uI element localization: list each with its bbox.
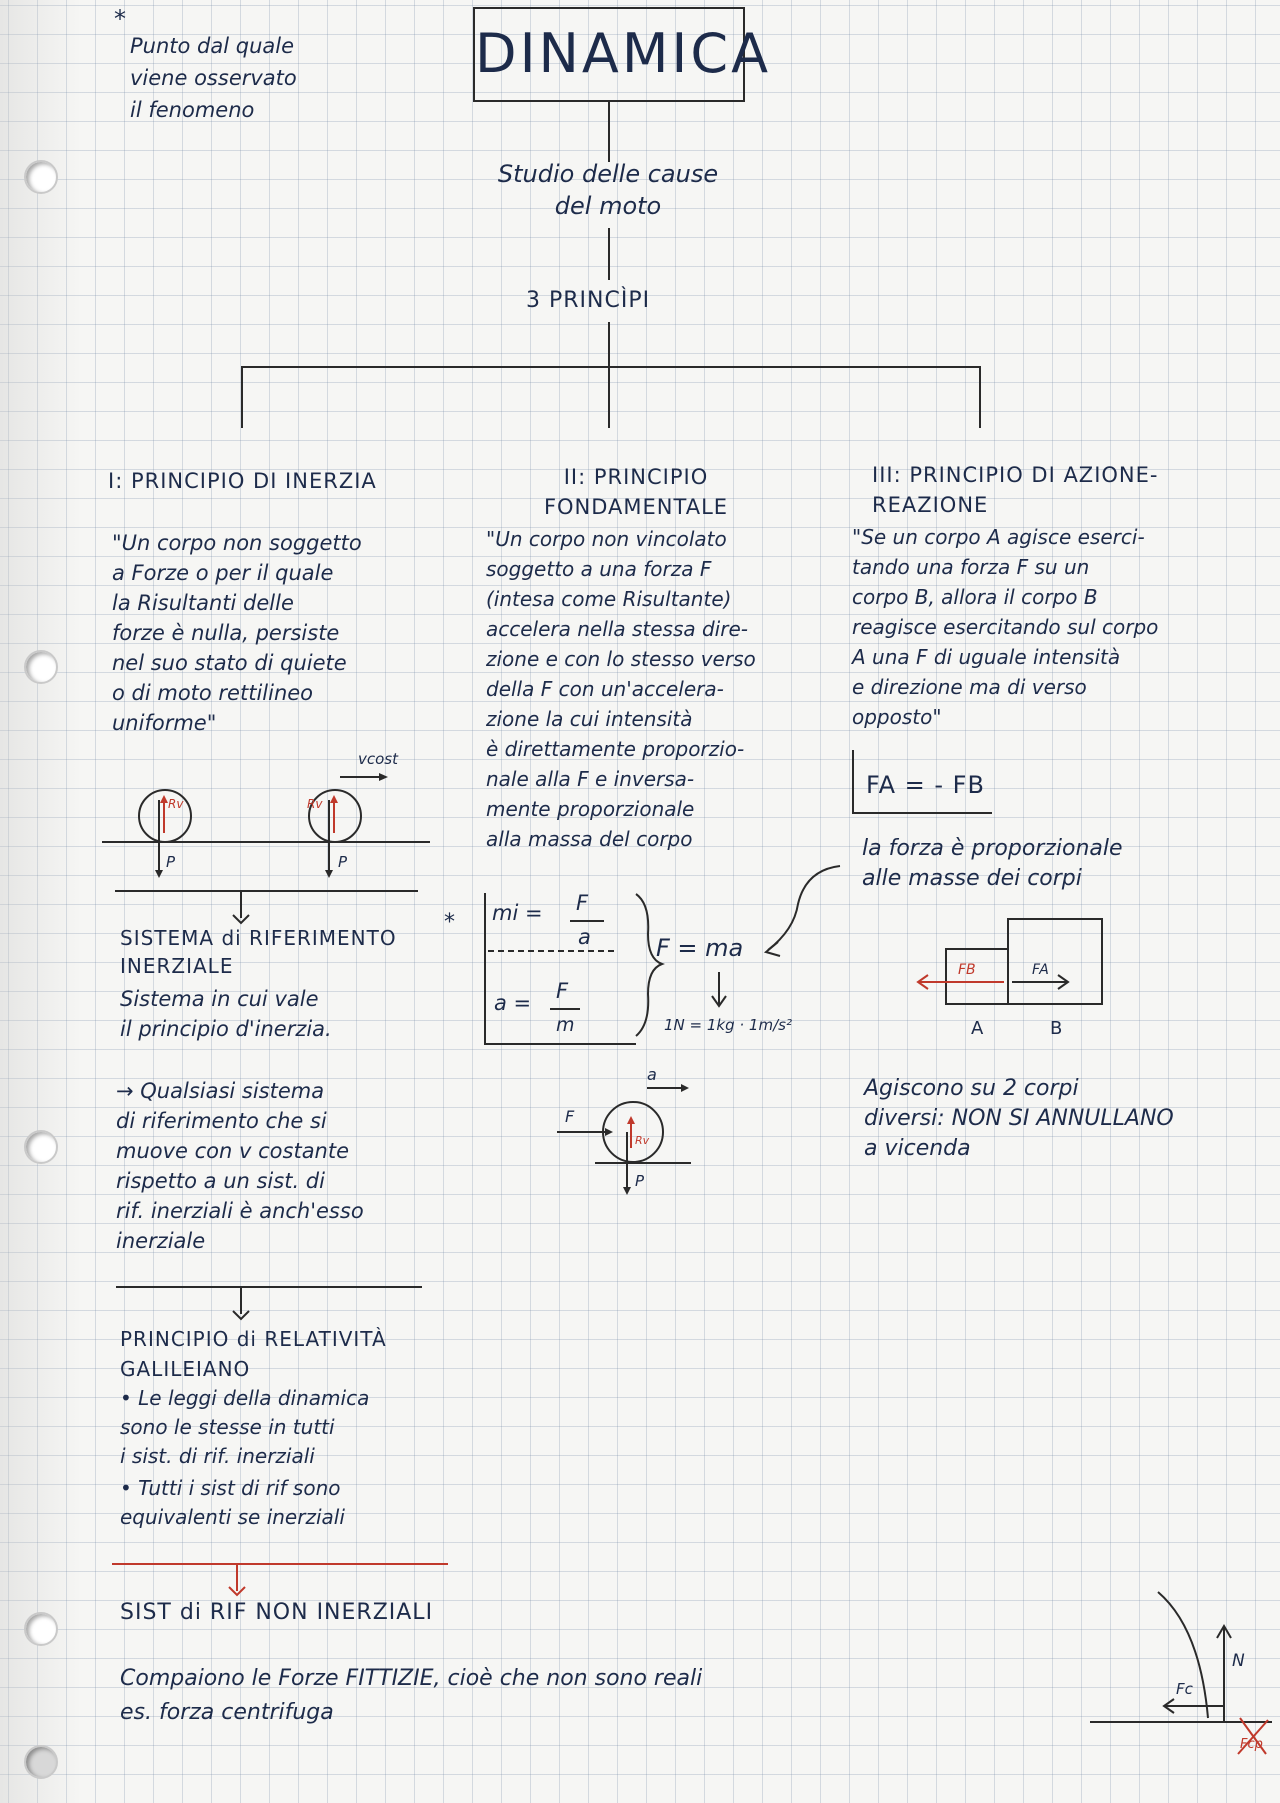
inertial-system-star: * — [444, 910, 455, 935]
principle2-statement: "Un corpo non vincolato soggetto a una forza F (intesa come Risultante) accelera nella stessa dire- zione e con lo stesso verso della F con un'accelera- zione la cui intensità è direttamente proporzio- nale alla F e inversa- mente proporzionale alla massa del corpo — [486, 527, 756, 851]
arrow-head — [330, 795, 338, 803]
three-principles: 3 PRINCÌPI — [526, 288, 651, 313]
acc-den: m — [556, 1014, 575, 1036]
connector — [608, 102, 610, 162]
arrow-head — [681, 1084, 689, 1092]
binder-hole — [24, 1130, 58, 1164]
principle2-heading: II: PRINCIPIO FONDAMENTALE — [543, 465, 729, 519]
fc-label: Fc — [1176, 1680, 1193, 1698]
arrow-head — [623, 1187, 631, 1195]
binder-hole — [24, 160, 58, 194]
arrow-head — [160, 795, 168, 803]
a-label: a — [647, 1065, 657, 1084]
arrow-head — [766, 942, 780, 956]
connector — [979, 366, 981, 428]
newton-unit: 1N = 1kg · 1m/s² — [664, 1016, 792, 1034]
a-label: A — [971, 1018, 984, 1039]
inertial-system-def: Sistema in cui vale il principio d'inerzia. — [120, 987, 332, 1041]
down-arrow — [228, 1586, 246, 1596]
down-arrow — [232, 1310, 250, 1320]
binder-hole — [24, 1745, 58, 1779]
principle1-statement: "Un corpo non soggetto a Forze o per il quale la Risultanti delle forze è nulla, persiste nel suo stato di quiete o di moto rettilineo uniforme" — [112, 531, 362, 735]
acc-num: F — [556, 979, 569, 1003]
vcost-label: vcost — [358, 750, 398, 768]
action-reaction-note: Agiscono su 2 corpi diversi: NON SI ANNULLANO a vicenda — [864, 1076, 1174, 1161]
red-divider — [112, 1563, 448, 1565]
principle3-statement: "Se un corpo A agisce eserci- tando una forza F su un corpo B, allora il corpo B reagisce esercitando sul corpo A una F di uguale intensità e direzione ma di verso opposto" — [852, 525, 1159, 729]
proportional-text: la forza è proporzionale alle masse dei corpi — [862, 836, 1123, 891]
relativity-title: PRINCIPIO di RELATIVITÀ GALILEIANO — [120, 1327, 387, 1381]
divider — [115, 890, 418, 892]
arrow-head — [155, 870, 163, 878]
rv-label: Rv — [635, 1134, 650, 1147]
arrow-head — [325, 870, 333, 878]
rv-label: Rv — [307, 797, 323, 811]
connector — [608, 228, 610, 280]
arrow-head — [605, 1128, 613, 1136]
p-label: P — [166, 853, 176, 871]
non-inertial-text: Compaiono le Forze FITTIZIE, cioè che non sono reali es. forza centrifuga — [120, 1666, 703, 1725]
principle3-heading: III: PRINCIPIO DI AZIONE- REAZIONE — [872, 463, 1159, 517]
dashed-divider — [488, 950, 614, 952]
page-title: DINAMICA — [475, 22, 772, 85]
acceleration-diagram — [555, 1060, 715, 1200]
action-reaction-diagram — [908, 912, 1108, 1042]
n-label: N — [1232, 1651, 1245, 1671]
relativity-point: • Le leggi della dinamica sono le stesse in tutti i sist. di rif. inerziali — [120, 1386, 370, 1468]
relativity-point: • Tutti i sist di rif sono equivalenti se inerziali — [120, 1476, 345, 1529]
fb-label: FB — [958, 962, 976, 978]
footnote-star: * — [114, 5, 126, 33]
b-label: B — [1050, 1018, 1063, 1039]
footnote-text: Punto dal quale viene osservato il fenomeno — [130, 34, 297, 122]
newton-equation: F = ma — [656, 934, 744, 962]
connector — [241, 366, 243, 428]
inertial-system-title: SISTEMA di RIFERIMENTO INERZIALE — [120, 926, 397, 978]
non-inertial-title: SIST di RIF NON INERZIALI — [120, 1600, 434, 1625]
subtitle: Studio delle cause del moto — [497, 160, 719, 220]
mass-lhs: mi = — [492, 901, 543, 925]
centrifugal-diagram — [1090, 1588, 1275, 1793]
principle1-heading: I: PRINCIPIO DI INERZIA — [108, 469, 377, 493]
action-reaction-formula: FA = - FB — [866, 771, 985, 799]
arrow-head — [379, 773, 388, 781]
fcp-label: Fcp — [1240, 1737, 1263, 1752]
divider — [116, 1286, 422, 1288]
rv-label: Rv — [168, 797, 184, 811]
binder-hole — [24, 650, 58, 684]
fa-label: FA — [1032, 962, 1049, 978]
arrow-head — [627, 1116, 635, 1124]
p-label: P — [338, 853, 348, 871]
binder-hole — [24, 1612, 58, 1646]
body-b — [1008, 919, 1102, 1004]
connector — [608, 366, 610, 428]
branch-line — [241, 366, 981, 368]
inertia-diagram — [100, 745, 440, 895]
connector — [608, 322, 610, 367]
title-box — [473, 7, 772, 102]
mass-num: F — [576, 891, 589, 915]
mass-den: a — [578, 925, 591, 949]
p-label: P — [635, 1172, 645, 1190]
acc-lhs: a = — [494, 991, 532, 1015]
trajectory-arc — [1158, 1592, 1208, 1718]
page-margin — [0, 0, 82, 1803]
any-system-text: → Qualsiasi sistema di riferimento che si muove con v costante rispetto a un sist. di rif. inerziali è anch'esso inerziale — [116, 1079, 364, 1253]
f-label: F — [565, 1107, 575, 1126]
body-a — [946, 949, 1008, 1004]
curly-brace — [636, 894, 662, 1036]
down-arrow — [232, 914, 250, 924]
